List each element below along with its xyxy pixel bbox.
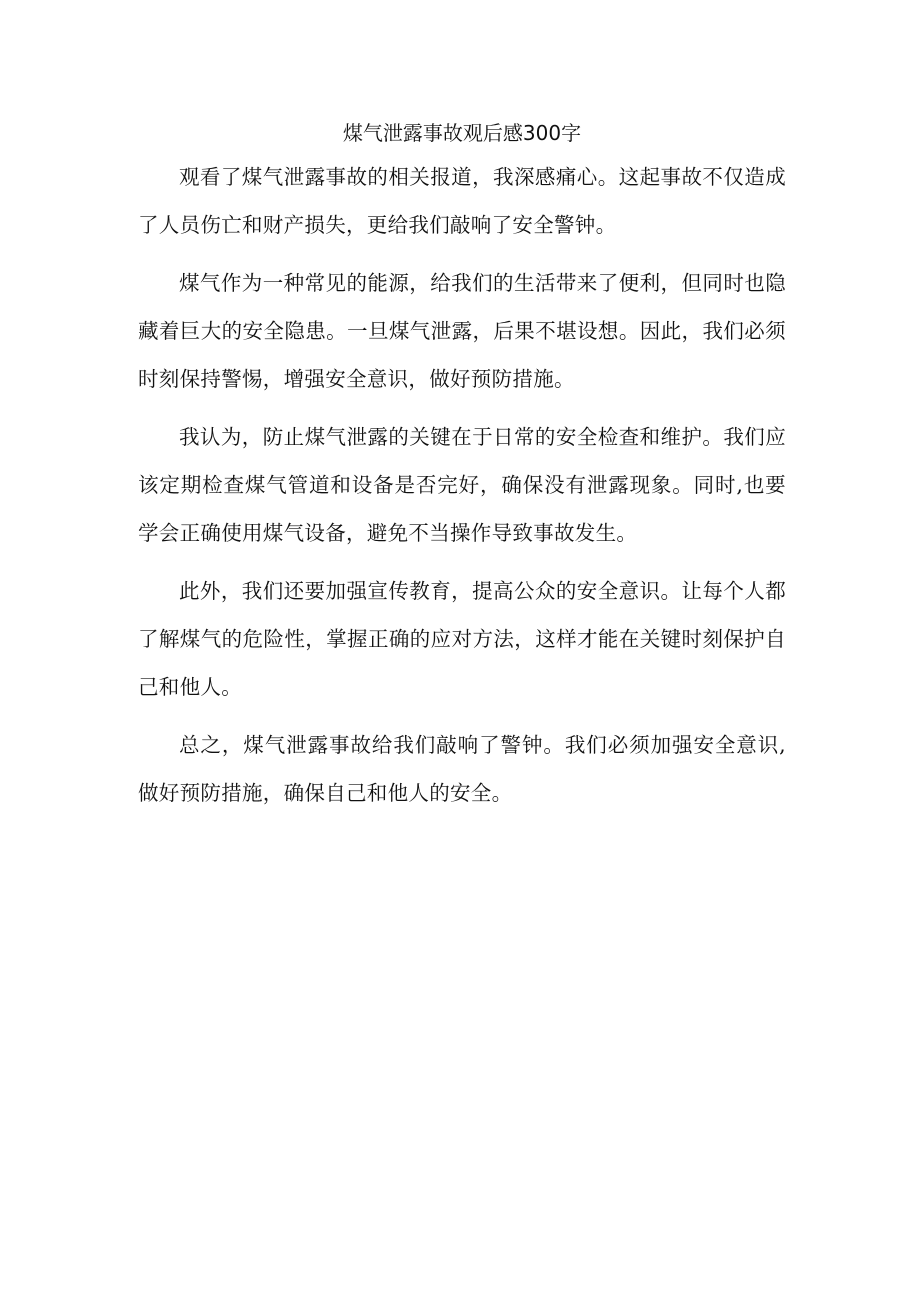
article-content: [138, 118, 786, 817]
paragraph-3: 我认为，防止煤气泄露的关键在于日常的安全检查和维护。我们应该定期检查煤气管道和设备是否完好，确保没有泄露现象。同时,也要学会正确使用煤气设备，避免不当操作导致事故发生。: [138, 425, 786, 545]
paragraph-2: 煤气作为一种常见的能源，给我们的生活带来了便利，但同时也隐藏着巨大的安全隐患。一旦煤气泄露，后果不堪设想。因此，我们必须时刻保持警惕，增强安全意识，做好预防措施。: [138, 271, 786, 391]
paragraph-4: 此外，我们还要加强宣传教育，提高公众的安全意识。让每个人都了解煤气的危险性，掌握正确的应对方法，这样才能在关键时刻保护自己和他人。: [138, 579, 786, 699]
paragraph-5: 总之，煤气泄露事故给我们敲响了警钟。我们必须加强安全意识,做好预防措施，确保自己和他人的安全。: [138, 733, 786, 805]
document-title: 煤气泄露事故观后感300字: [342, 121, 582, 145]
paragraph-1: 观看了煤气泄露事故的相关报道，我深感痛心。这起事故不仅造成了人员伤亡和财产损失，更给我们敲响了安全警钟。: [138, 165, 786, 237]
